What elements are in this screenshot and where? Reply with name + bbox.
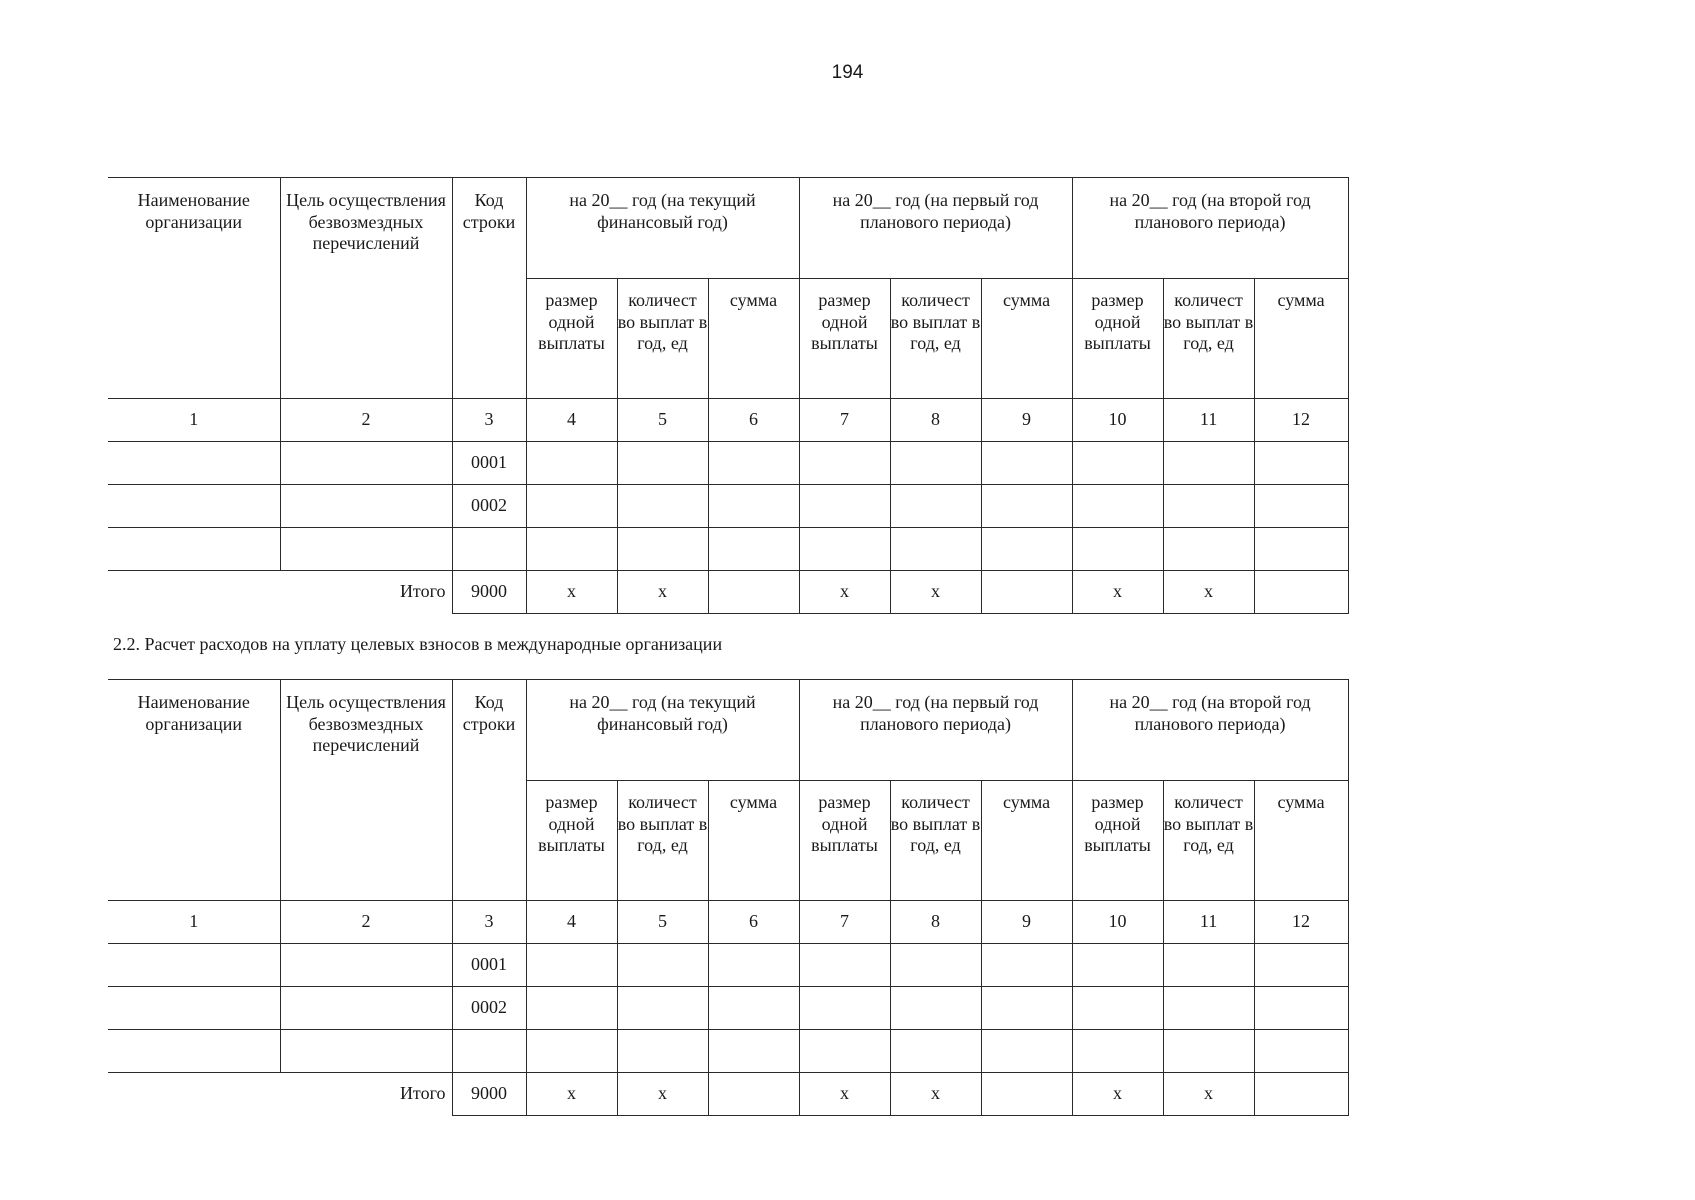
data-cell[interactable]: [617, 442, 708, 485]
x-mark: х: [526, 571, 617, 614]
column-number: 6: [708, 901, 799, 944]
header-code: Код строки: [452, 680, 526, 901]
table-row: [108, 1030, 1348, 1073]
column-number: 2: [280, 399, 452, 442]
purpose-cell[interactable]: [280, 442, 452, 485]
column-number: 8: [890, 399, 981, 442]
data-cell[interactable]: [890, 442, 981, 485]
header-payments-count: количест во выплат в год, ед: [617, 279, 708, 399]
column-number: 5: [617, 901, 708, 944]
header-year-second: на 20__ год (на второй год планового периода): [1072, 680, 1348, 781]
data-cell[interactable]: [708, 485, 799, 528]
data-cell[interactable]: [1163, 1030, 1254, 1073]
header-payments-count: количест во выплат в год, ед: [890, 279, 981, 399]
column-number: 12: [1254, 399, 1348, 442]
row-code: [452, 528, 526, 571]
header-payment-size: размер одной выплаты: [1072, 781, 1163, 901]
org-name-cell[interactable]: [108, 1030, 280, 1073]
org-name-cell[interactable]: [108, 442, 280, 485]
data-cell[interactable]: [799, 1030, 890, 1073]
header-purpose: Цель осуществления безвозмездных перечислений: [280, 178, 452, 399]
row-code: 0001: [452, 944, 526, 987]
column-number: 10: [1072, 399, 1163, 442]
total-sum-cell[interactable]: [981, 1073, 1072, 1116]
column-number: 10: [1072, 901, 1163, 944]
column-number: 5: [617, 399, 708, 442]
header-payments-count: количест во выплат в год, ед: [617, 781, 708, 901]
column-number: 7: [799, 901, 890, 944]
total-sum-cell[interactable]: [981, 571, 1072, 614]
total-sum-cell[interactable]: [708, 571, 799, 614]
payments-table-1: [108, 177, 1349, 614]
row-code: 0002: [452, 485, 526, 528]
data-cell[interactable]: [1163, 944, 1254, 987]
x-mark: х: [617, 1073, 708, 1116]
column-number: 12: [1254, 901, 1348, 944]
column-number-row: [108, 901, 1348, 944]
payments-table-2: [108, 679, 1349, 1116]
data-cell[interactable]: [617, 987, 708, 1030]
column-number-row: [108, 399, 1348, 442]
total-code: 9000: [452, 571, 526, 614]
x-mark: х: [1163, 571, 1254, 614]
total-label: Итого: [108, 571, 452, 614]
purpose-cell[interactable]: [280, 944, 452, 987]
header-payments-count: количест во выплат в год, ед: [890, 781, 981, 901]
data-cell[interactable]: [526, 485, 617, 528]
column-number: 3: [452, 399, 526, 442]
section-title: 2.2. Расчет расходов на уплату целевых взносов в международные организации: [113, 634, 723, 654]
header-payments-count: количест во выплат в год, ед: [1163, 279, 1254, 399]
header-sum: сумма: [708, 279, 799, 399]
data-cell[interactable]: [890, 1030, 981, 1073]
data-cell[interactable]: [1254, 442, 1348, 485]
table-row: [108, 485, 1348, 528]
x-mark: х: [617, 571, 708, 614]
header-code: Код строки: [452, 178, 526, 399]
data-cell[interactable]: [708, 1030, 799, 1073]
column-number: 11: [1163, 399, 1254, 442]
data-cell[interactable]: [708, 528, 799, 571]
total-label: Итого: [108, 1073, 452, 1116]
header-payment-size: размер одной выплаты: [526, 781, 617, 901]
column-number: 3: [452, 901, 526, 944]
header-payment-size: размер одной выплаты: [1072, 279, 1163, 399]
data-cell[interactable]: [799, 944, 890, 987]
total-row: [108, 571, 1348, 614]
header-year-current: на 20__ год (на текущий финансовый год): [526, 680, 799, 781]
page-number: 194: [831, 62, 864, 83]
header-payment-size: размер одной выплаты: [799, 781, 890, 901]
org-name-cell[interactable]: [108, 944, 280, 987]
x-mark: х: [890, 571, 981, 614]
data-cell[interactable]: [981, 1030, 1072, 1073]
header-purpose: Цель осуществления безвозмездных перечислений: [280, 680, 452, 901]
data-cell[interactable]: [617, 944, 708, 987]
header-sum: сумма: [708, 781, 799, 901]
header-year-current: на 20__ год (на текущий финансовый год): [526, 178, 799, 279]
data-cell[interactable]: [1072, 528, 1163, 571]
row-code: 0002: [452, 987, 526, 1030]
data-cell[interactable]: [617, 1030, 708, 1073]
column-number: 7: [799, 399, 890, 442]
purpose-cell[interactable]: [280, 528, 452, 571]
data-cell[interactable]: [1254, 987, 1348, 1030]
header-sum: сумма: [1254, 279, 1348, 399]
column-number: 4: [526, 399, 617, 442]
data-cell[interactable]: [1254, 944, 1348, 987]
data-cell[interactable]: [1163, 485, 1254, 528]
header-sum: сумма: [1254, 781, 1348, 901]
header-payment-size: размер одной выплаты: [799, 279, 890, 399]
total-sum-cell[interactable]: [1254, 571, 1348, 614]
header-sum: сумма: [981, 781, 1072, 901]
total-sum-cell[interactable]: [1254, 1073, 1348, 1116]
data-cell[interactable]: [890, 528, 981, 571]
data-cell[interactable]: [1072, 485, 1163, 528]
data-cell[interactable]: [1072, 1030, 1163, 1073]
data-cell[interactable]: [526, 944, 617, 987]
x-mark: х: [799, 571, 890, 614]
data-cell[interactable]: [890, 987, 981, 1030]
total-row: [108, 1073, 1348, 1116]
header-payments-count: количест во выплат в год, ед: [1163, 781, 1254, 901]
column-number: 4: [526, 901, 617, 944]
column-number: 8: [890, 901, 981, 944]
data-cell[interactable]: [799, 987, 890, 1030]
data-cell[interactable]: [799, 442, 890, 485]
table-row: [108, 944, 1348, 987]
org-name-cell[interactable]: [108, 485, 280, 528]
column-number: 9: [981, 901, 1072, 944]
data-cell[interactable]: [708, 987, 799, 1030]
header-sum: сумма: [981, 279, 1072, 399]
column-number: 1: [108, 399, 280, 442]
row-code: 0001: [452, 442, 526, 485]
total-sum-cell[interactable]: [708, 1073, 799, 1116]
header-org-name: Наименование организации: [108, 178, 280, 399]
header-org-name: Наименование организации: [108, 680, 280, 901]
column-number: 6: [708, 399, 799, 442]
header-year-first: на 20__ год (на первый год планового периода): [799, 680, 1072, 781]
data-cell[interactable]: [526, 442, 617, 485]
row-code: [452, 1030, 526, 1073]
header-year-first: на 20__ год (на первый год планового периода): [799, 178, 1072, 279]
data-cell[interactable]: [799, 528, 890, 571]
x-mark: х: [1163, 1073, 1254, 1116]
header-year-second: на 20__ год (на второй год планового периода): [1072, 178, 1348, 279]
org-name-cell[interactable]: [108, 528, 280, 571]
data-cell[interactable]: [1072, 442, 1163, 485]
data-cell[interactable]: [526, 1030, 617, 1073]
x-mark: х: [1072, 571, 1163, 614]
table-row: [108, 442, 1348, 485]
column-number: 11: [1163, 901, 1254, 944]
purpose-cell[interactable]: [280, 1030, 452, 1073]
x-mark: х: [526, 1073, 617, 1116]
data-cell[interactable]: [981, 944, 1072, 987]
column-number: 1: [108, 901, 280, 944]
data-cell[interactable]: [981, 987, 1072, 1030]
data-cell[interactable]: [890, 944, 981, 987]
data-cell[interactable]: [708, 944, 799, 987]
data-cell[interactable]: [1163, 987, 1254, 1030]
column-number: 2: [280, 901, 452, 944]
org-name-cell[interactable]: [108, 987, 280, 1030]
purpose-cell[interactable]: [280, 485, 452, 528]
data-cell[interactable]: [526, 528, 617, 571]
data-cell[interactable]: [981, 442, 1072, 485]
data-cell[interactable]: [890, 485, 981, 528]
data-cell[interactable]: [526, 987, 617, 1030]
data-cell[interactable]: [981, 528, 1072, 571]
data-cell[interactable]: [1254, 1030, 1348, 1073]
total-code: 9000: [452, 1073, 526, 1116]
x-mark: х: [890, 1073, 981, 1116]
table-row: [108, 528, 1348, 571]
data-cell[interactable]: [708, 442, 799, 485]
table-row: [108, 987, 1348, 1030]
data-cell[interactable]: [1254, 528, 1348, 571]
purpose-cell[interactable]: [280, 987, 452, 1030]
data-cell[interactable]: [617, 485, 708, 528]
data-cell[interactable]: [1163, 528, 1254, 571]
data-cell[interactable]: [1163, 442, 1254, 485]
data-cell[interactable]: [1072, 944, 1163, 987]
x-mark: х: [1072, 1073, 1163, 1116]
data-cell[interactable]: [617, 528, 708, 571]
data-cell[interactable]: [981, 485, 1072, 528]
data-cell[interactable]: [1254, 485, 1348, 528]
x-mark: х: [799, 1073, 890, 1116]
header-payment-size: размер одной выплаты: [526, 279, 617, 399]
column-number: 9: [981, 399, 1072, 442]
data-cell[interactable]: [1072, 987, 1163, 1030]
data-cell[interactable]: [799, 485, 890, 528]
